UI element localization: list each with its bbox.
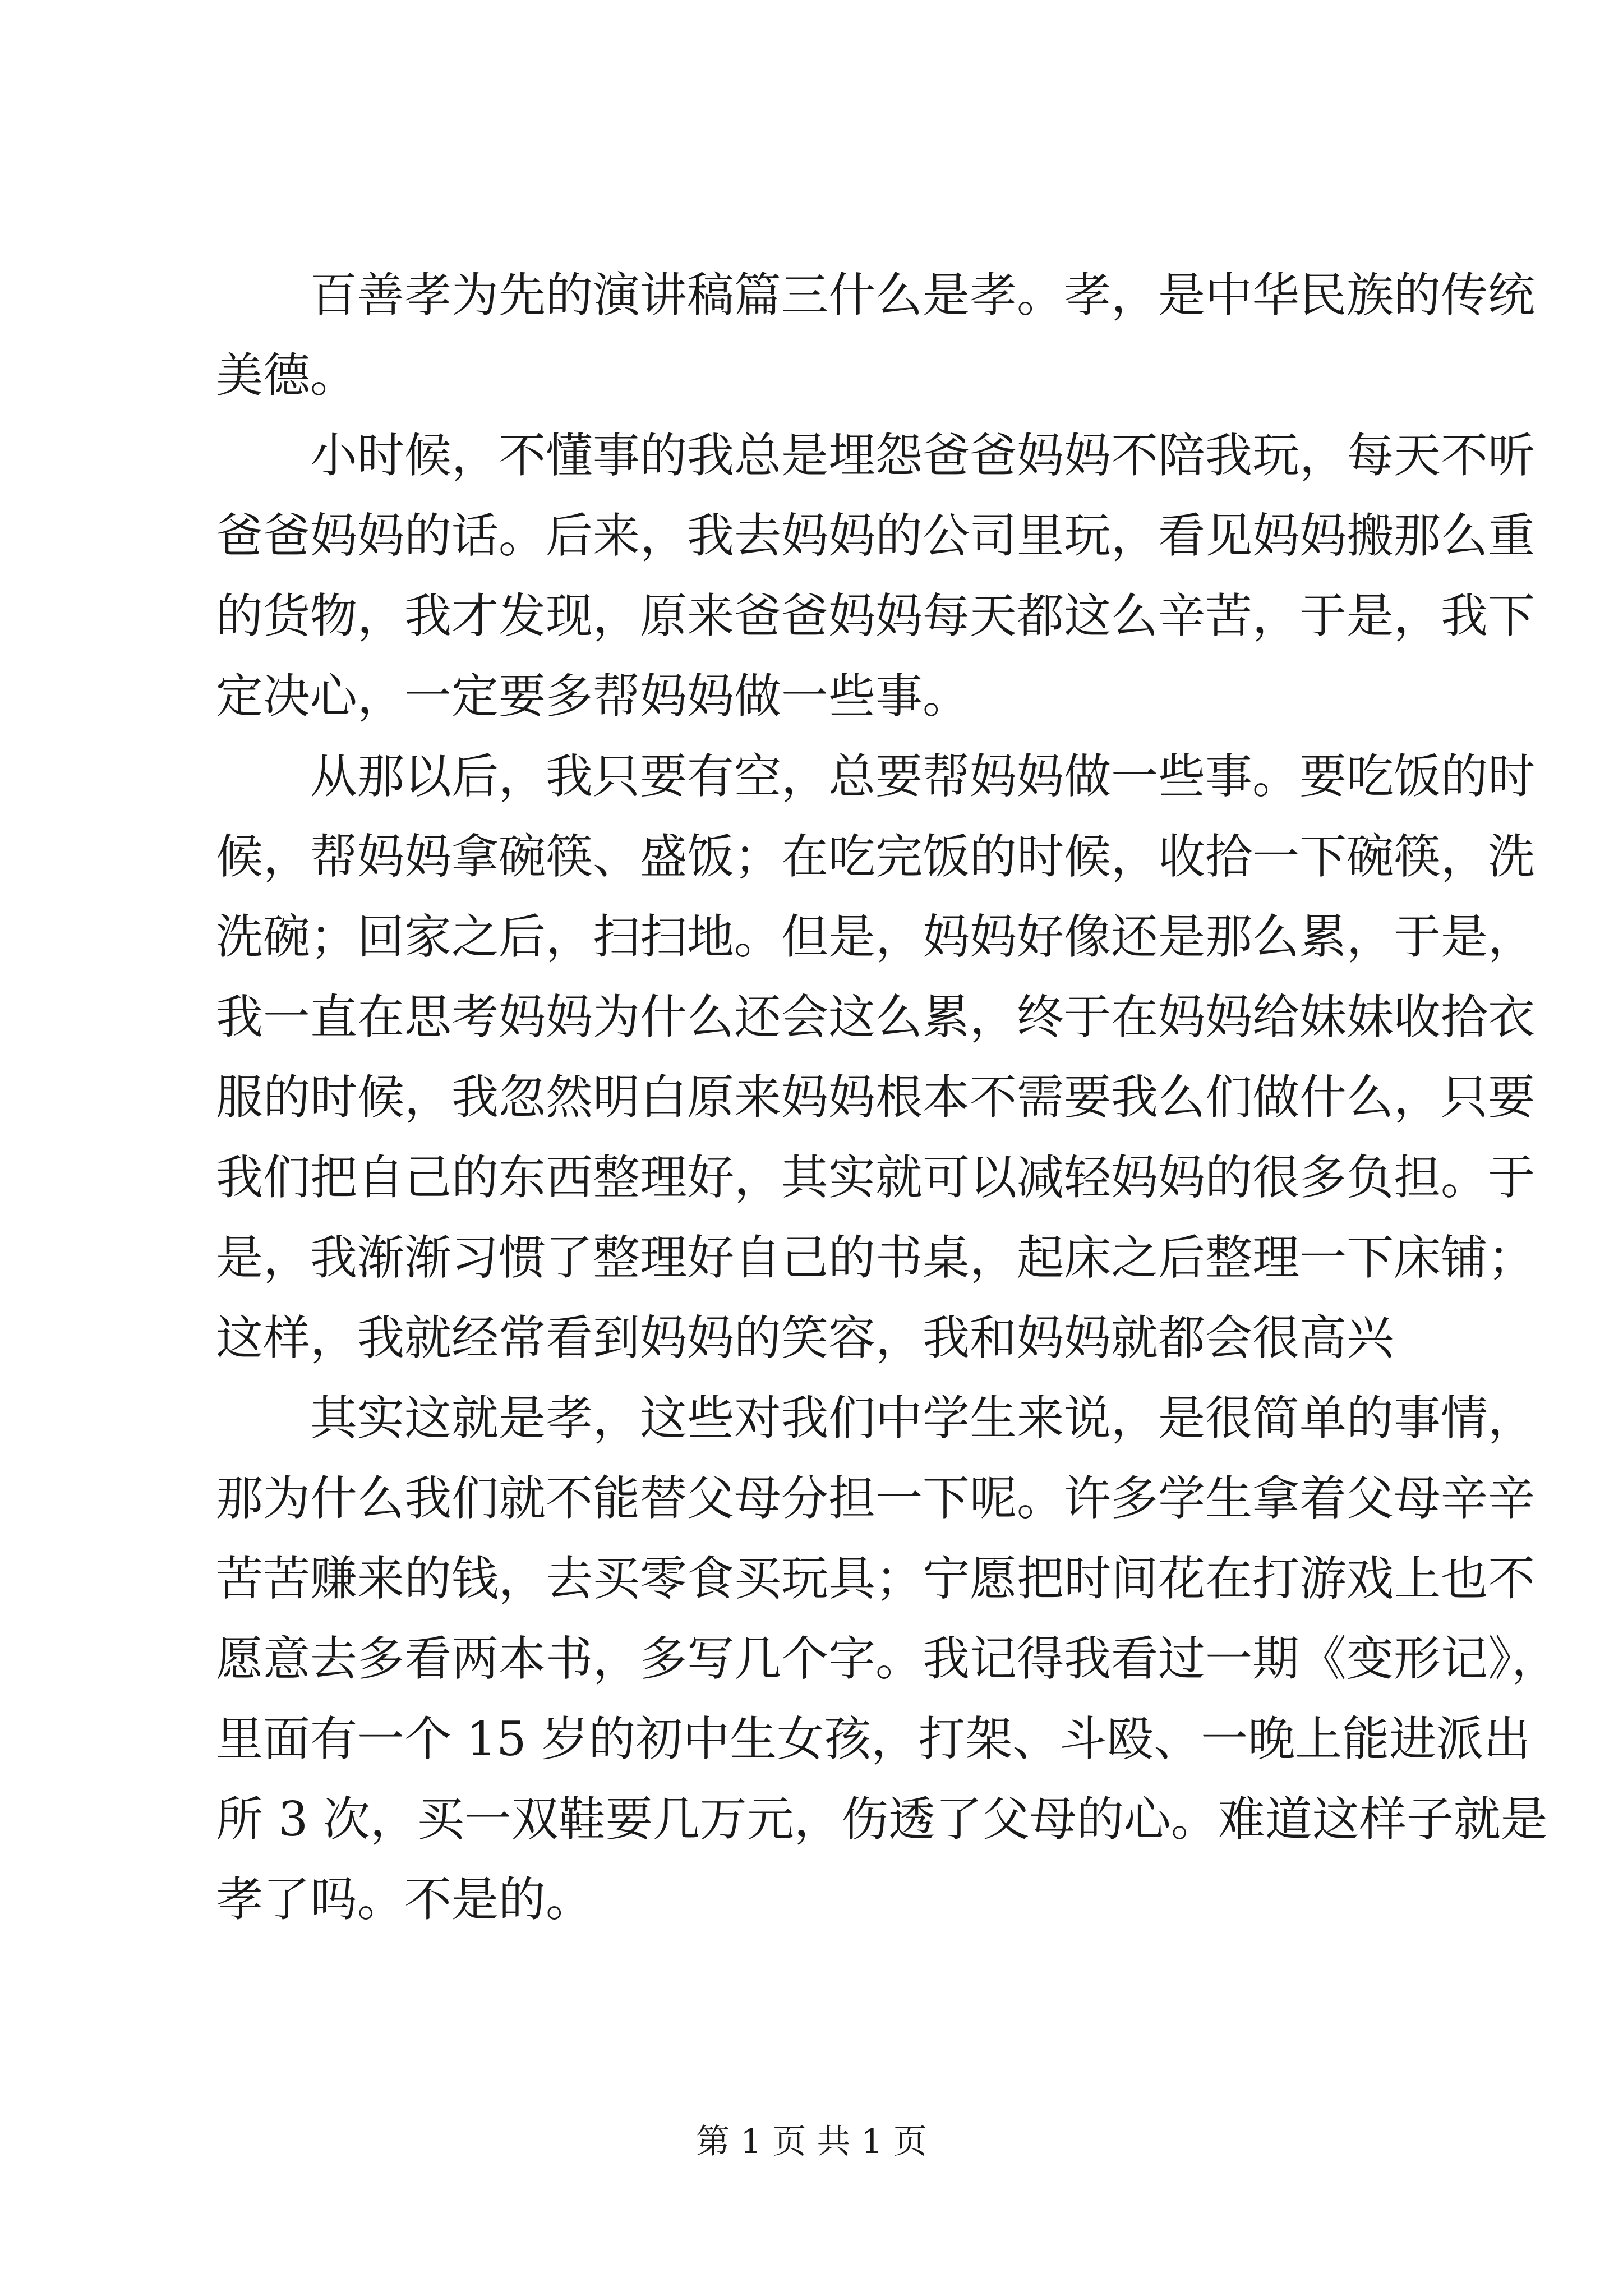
paragraph-3-line-7: 是，我渐渐习惯了整理好自己的书桌，起床之后整理一下床铺；	[216, 1230, 1536, 1285]
paragraph-4-line-3: 苦苦赚来的钱，去买零食买玩具；宁愿把时间花在打游戏上也不	[216, 1551, 1536, 1606]
paragraph-3-line-1: 从那以后，我只要有空，总要帮妈妈做一些事。要吃饭的时	[310, 749, 1536, 804]
page-number-footer: 第 1 页 共 1 页	[696, 2122, 927, 2161]
paragraph-2-line-3: 的货物，我才发现，原来爸爸妈妈每天都这么辛苦，于是，我下	[216, 588, 1536, 643]
paragraph-2-line-1: 小时候，不懂事的我总是埋怨爸爸妈妈不陪我玩，每天不听	[310, 428, 1536, 483]
paragraph-1-line-2: 美德。	[216, 348, 358, 403]
paragraph-4-line-6: 所 3 次，买一双鞋要几万元，伤透了父母的心。难道这样子就是	[216, 1792, 1548, 1847]
paragraph-4-line-1: 其实这就是孝，这些对我们中学生来说，是很简单的事情，	[310, 1391, 1536, 1446]
paragraph-4-line-2: 那为什么我们就不能替父母分担一下呢。许多学生拿着父母辛辛	[216, 1471, 1536, 1526]
paragraph-3-line-3: 洗碗；回家之后，扫扫地。但是，妈妈好像还是那么累，于是，	[216, 909, 1536, 964]
paragraph-4-line-5: 里面有一个 15 岁的初中生女孩，打架、斗殴、一晚上能进派出	[216, 1711, 1531, 1766]
paragraph-4-line-7: 孝了吗。不是的。	[216, 1872, 593, 1927]
paragraph-2-line-4: 定决心，一定要多帮妈妈做一些事。	[216, 669, 970, 724]
paragraph-2-line-2: 爸爸妈妈的话。后来，我去妈妈的公司里玩，看见妈妈搬那么重	[216, 508, 1536, 563]
paragraph-3-line-6: 我们把自己的东西整理好，其实就可以减轻妈妈的很多负担。于	[216, 1150, 1536, 1205]
paragraph-3-line-4: 我一直在思考妈妈为什么还会这么累，终于在妈妈给妹妹收拾衣	[216, 990, 1536, 1045]
paragraph-3-line-5: 服的时候，我忽然明白原来妈妈根本不需要我么们做什么，只要	[216, 1070, 1536, 1125]
paragraph-3-line-2: 候，帮妈妈拿碗筷、盛饭；在吃完饭的时候，收拾一下碗筷，洗	[216, 829, 1536, 884]
paragraph-3-line-8: 这样，我就经常看到妈妈的笑容，我和妈妈就都会很高兴	[216, 1310, 1394, 1365]
document-body	[216, 255, 1559, 1940]
paragraph-1-line-1: 百善孝为先的演讲稿篇三什么是孝。孝，是中华民族的传统	[310, 268, 1536, 323]
paragraph-4-line-4: 愿意去多看两本书，多写几个字。我记得我看过一期《变形记》，	[216, 1631, 1559, 1686]
